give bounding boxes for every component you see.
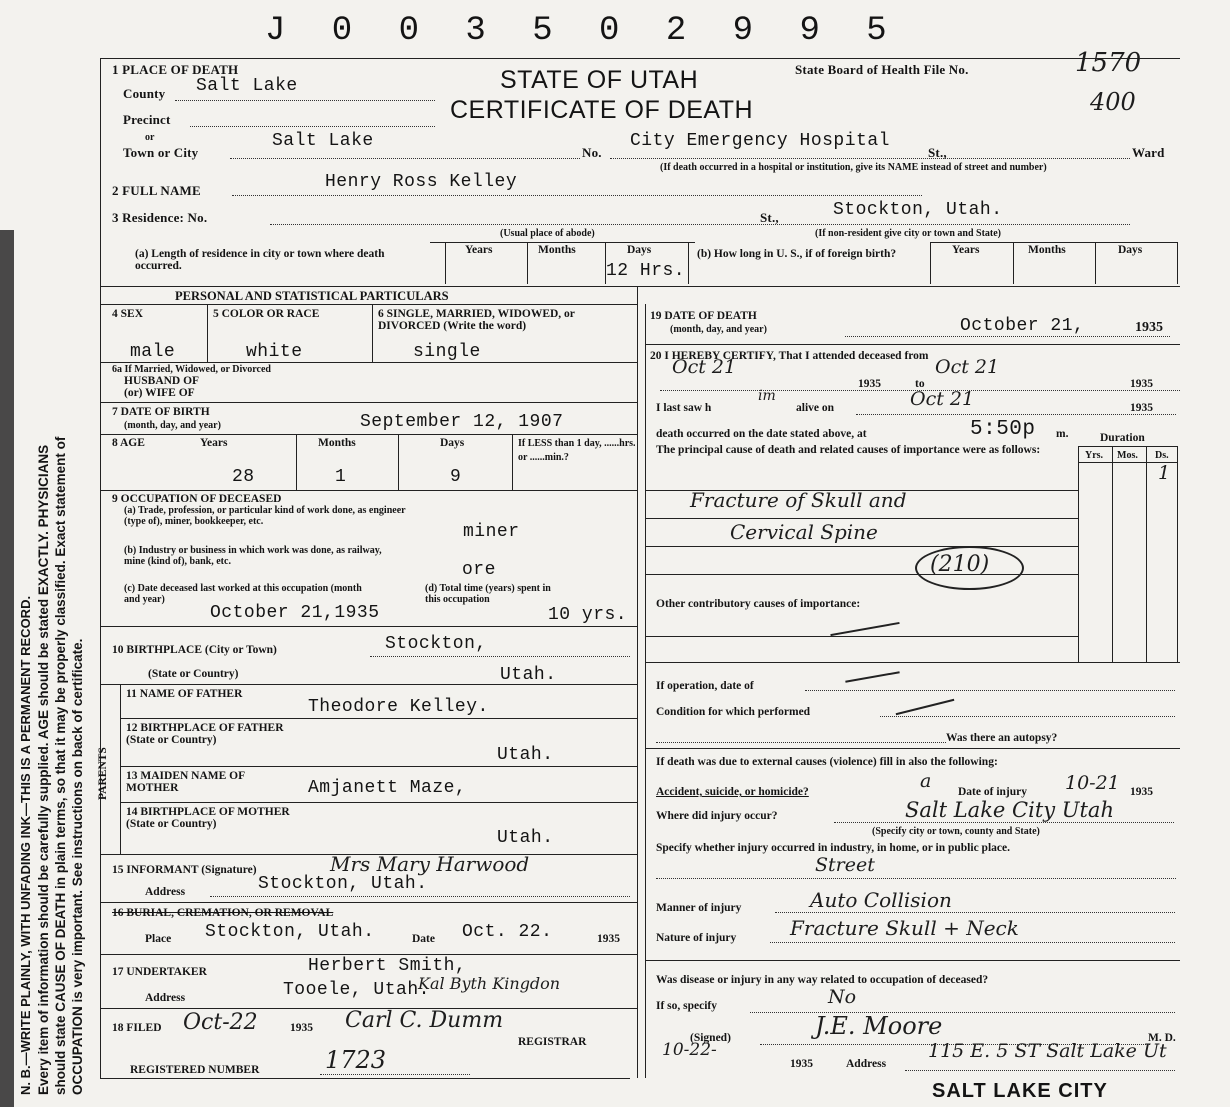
side-instructions-2: Every item of information should be carefully supplied. AGE should be stated EXACTLY. PHYSICIANS — [36, 444, 51, 1095]
informant-address: Stockton, Utah. — [258, 874, 428, 894]
cause-line-1: Fracture of Skull and — [690, 488, 907, 512]
sex-value: male — [130, 342, 176, 362]
or-label: or — [145, 132, 155, 143]
side-instructions-3: should state CAUSE OF DEATH in plain terms, so that it may be properly classified. Exact statement of — [53, 436, 68, 1095]
us-months-head: Months — [1028, 244, 1066, 256]
occupation-a: (a) Trade, profession, or particular kind of work done, as engineer (type of), miner, bookkeeper, etc. — [124, 505, 406, 527]
residence-value: Stockton, Utah. — [833, 200, 1003, 220]
informant-label: 15 INFORMANT (Signature) — [112, 864, 257, 876]
where-value: Salt Lake City Utah — [905, 798, 1114, 822]
burial-date-label: Date — [412, 933, 435, 945]
filed-date: Oct-22 — [183, 1010, 258, 1035]
mother-value: Amjanett Maze, — [308, 778, 467, 798]
birthplace-label: 10 BIRTHPLACE (City or Town) — [112, 644, 277, 656]
occupation-d-value: 10 yrs. — [548, 605, 628, 625]
registered-number-label: REGISTERED NUMBER — [130, 1064, 260, 1076]
full-name-label: 2 FULL NAME — [112, 183, 201, 198]
county-value: Salt Lake — [196, 76, 298, 96]
occupation-c-value: October 21,1935 — [210, 603, 380, 623]
days-head: Days — [627, 244, 652, 256]
filed-label: 18 FILED — [112, 1022, 162, 1034]
m-label: m. — [1056, 428, 1069, 440]
spouse-label-3: (or) WIFE OF — [124, 387, 195, 399]
cause-line-2: Cervical Spine — [730, 520, 878, 544]
months-head: Months — [538, 244, 576, 256]
external-label: If death was due to external causes (violence) fill in also the following: — [656, 756, 998, 768]
attended-to: Oct 21 — [935, 356, 1000, 378]
precinct-label: Precinct — [123, 112, 171, 127]
sex-label: 4 SEX — [112, 308, 143, 320]
us-years-head: Years — [952, 244, 980, 256]
us-label: (b) How long in U. S., if of foreign birth? — [697, 248, 897, 260]
nature-label: Nature of injury — [656, 932, 737, 944]
us-days-head: Days — [1118, 244, 1143, 256]
county-label: County — [123, 86, 166, 101]
hospital-note: (If death occurred in a hospital or institution, give its NAME instead of street and number) — [660, 162, 1047, 173]
full-name-value: Henry Ross Kelley — [325, 172, 518, 192]
dod-year: 1935 — [1135, 320, 1163, 335]
physician-address-label: Address — [846, 1058, 887, 1070]
age-years: 28 — [232, 467, 255, 487]
registered-number: 1723 — [325, 1046, 387, 1074]
birthplace-state: Utah. — [500, 665, 557, 685]
condition-dash — [896, 699, 955, 715]
age-label: 8 AGE — [112, 437, 145, 449]
file-no-2: 400 — [1090, 88, 1136, 116]
usual-note: (Usual place of abode) — [500, 228, 595, 239]
dob-sub: (month, day, and year) — [124, 420, 221, 431]
father-label: 11 NAME OF FATHER — [126, 688, 243, 700]
registrar-label: REGISTRAR — [518, 1036, 587, 1048]
length-value: 12 Hrs. — [606, 261, 686, 281]
years-head: Years — [465, 244, 493, 256]
undertaker-label: 17 UNDERTAKER — [112, 966, 207, 978]
binding-strip — [0, 230, 14, 1107]
serial-number: J 0 0 3 5 0 2 9 9 5 — [265, 12, 900, 50]
signed-year: 1935 — [790, 1058, 813, 1070]
where-note: (Specify city or town, county and State) — [872, 826, 1040, 837]
side-instructions-1: N. B.—WRITE PLAINLY, WITH UNFADING INK—THIS IS A PERMANENT RECORD. — [18, 595, 33, 1095]
occurred-label: death occurred on the date stated above, at — [656, 428, 867, 440]
if-so-label: If so, specify — [656, 1000, 718, 1012]
burial-place: Stockton, Utah. — [205, 922, 375, 942]
birthplace-city: Stockton, — [385, 634, 487, 654]
last-saw-him: im — [758, 388, 776, 404]
father-birthplace-label: 12 BIRTHPLACE OF FATHER (State or Country) — [126, 722, 284, 746]
last-saw-label: I last saw h — [656, 402, 712, 414]
age-days-label: Days — [440, 437, 465, 449]
occupation-c: (c) Date deceased last worked at this occupation (month and year) — [124, 583, 362, 605]
age-months-label: Months — [318, 437, 356, 449]
physician-signature: J.E. Moore — [815, 1012, 943, 1040]
city-stamp: SALT LAKE CITY — [932, 1080, 1108, 1102]
dob-label: 7 DATE OF BIRTH — [112, 406, 210, 418]
attended-from: Oct 21 — [672, 356, 737, 378]
father-birthplace: Utah. — [497, 745, 554, 765]
place-of-death-label: 1 PLACE OF DEATH — [112, 62, 239, 77]
manner-value: Auto Collision — [810, 888, 952, 912]
informant-address-label: Address — [145, 886, 186, 898]
ds-label: Ds. — [1155, 450, 1169, 461]
marital-value: single — [413, 342, 481, 362]
file-no: 1570 — [1075, 48, 1142, 78]
undertaker-address: Tooele, Utah. — [283, 980, 430, 1000]
length-residence-label: (a) Length of residence in city or town where death occurred. — [135, 248, 385, 272]
duration-label: Duration — [1100, 432, 1145, 444]
from-year: 1935 — [858, 378, 881, 390]
specify-value: Street — [815, 854, 875, 876]
mother-birthplace: Utah. — [497, 828, 554, 848]
accident-value: a — [920, 770, 932, 792]
death-time: 5:50p — [970, 418, 1036, 441]
mos-label: Mos. — [1117, 450, 1138, 461]
contributory-label: Other contributory causes of importance: — [656, 598, 861, 610]
nonres-note: (If non-resident give city or town and State) — [815, 228, 1002, 239]
hospital-value: City Emergency Hospital — [630, 131, 890, 151]
alive-year: 1935 — [1130, 402, 1153, 414]
color-label: 5 COLOR OR RACE — [213, 308, 320, 320]
cause-code: (210) — [930, 552, 990, 577]
residence-st-label: St., — [760, 210, 779, 225]
age-days: 9 — [450, 467, 462, 487]
birthplace-state-label: (State or Country) — [148, 668, 239, 680]
undertaker-value: Herbert Smith, — [308, 956, 467, 976]
occupation-b: (b) Industry or business in which work was done, as railway, mine (kind of), bank, etc. — [124, 545, 382, 567]
signed-label: (Signed) — [690, 1032, 731, 1044]
certificate-title: CERTIFICATE OF DEATH — [450, 96, 754, 124]
signed-date: 10-22- — [662, 1040, 717, 1060]
town-label: Town or City — [123, 145, 199, 160]
manner-label: Manner of injury — [656, 902, 742, 914]
md-label: M. D. — [1148, 1032, 1176, 1044]
injury-date-label: Date of injury — [958, 786, 1027, 798]
contributory-dash — [830, 622, 899, 636]
file-no-label: State Board of Health File No. — [795, 62, 969, 77]
undertaker-signature: Kal Byth Kingdon — [418, 974, 561, 993]
occupation-label: 9 OCCUPATION OF DECEASED — [112, 493, 282, 505]
yrs-label: Yrs. — [1085, 450, 1104, 461]
burial-place-label: Place — [145, 933, 172, 945]
injury-year: 1935 — [1130, 786, 1153, 798]
cause-label: The principal cause of death and related causes of importance were as follows: — [656, 444, 1041, 456]
certify-label: 20 I HEREBY CERTIFY, That I attended deceased from — [650, 350, 929, 362]
dod-value: October 21, — [960, 316, 1085, 336]
no-label: No. — [582, 145, 602, 160]
registrar-signature: Carl C. Dumm — [345, 1008, 504, 1033]
residence-label: 3 Residence: No. — [112, 210, 208, 225]
contributory-dash-2 — [845, 671, 900, 683]
occupation-a-value: miner — [463, 522, 520, 542]
occupation-related-label: Was disease or injury in any way related to occupation of deceased? — [656, 974, 989, 986]
accident-label: Accident, suicide, or homicide? — [656, 786, 809, 798]
filed-year: 1935 — [290, 1022, 313, 1034]
burial-year: 1935 — [597, 933, 620, 945]
side-instructions-4: OCCUPATION is very important. See instructions on back of certificate. — [70, 638, 85, 1095]
alive-on-label: alive on — [796, 402, 835, 414]
mother-birthplace-label: 14 BIRTHPLACE OF MOTHER (State or Country) — [126, 806, 290, 830]
operation-label: If operation, date of — [656, 680, 754, 692]
ward-label: Ward — [1132, 145, 1165, 160]
burial-label: 16 BURIAL, CREMATION, OR REMOVAL — [112, 907, 334, 919]
father-value: Theodore Kelley. — [308, 697, 489, 717]
injury-date: 10-21 — [1065, 772, 1120, 794]
specify-label: Specify whether injury occurred in industry, in home, or in public place. — [656, 842, 1010, 854]
state-title: STATE OF UTAH — [500, 66, 699, 94]
age-years-label: Years — [200, 437, 228, 449]
parents-label: PARENTS — [97, 747, 109, 800]
less-than-label: If LESS than 1 day, ......hrs. or ......min.? — [518, 438, 636, 463]
condition-label: Condition for which performed — [656, 706, 811, 718]
dod-label: 19 DATE OF DEATH — [650, 310, 757, 322]
where-label: Where did injury occur? — [656, 810, 778, 822]
to-label: to — [915, 378, 925, 390]
mother-label: 13 MAIDEN NAME OF MOTHER — [126, 770, 245, 794]
alive-on: Oct 21 — [910, 388, 975, 410]
occupation-d: (d) Total time (years) spent in this occupation — [425, 583, 551, 605]
undertaker-address-label: Address — [145, 992, 186, 1004]
color-value: white — [246, 342, 303, 362]
informant-signature: Mrs Mary Harwood — [330, 852, 530, 876]
marital-label: 6 SINGLE, MARRIED, WIDOWED, or DIVORCED (Write the word) — [378, 308, 575, 332]
personal-header: PERSONAL AND STATISTICAL PARTICULARS — [175, 289, 449, 303]
occupation-b-value: ore — [462, 560, 496, 580]
to-year: 1935 — [1130, 378, 1153, 390]
dob-value: September 12, 1907 — [360, 412, 564, 432]
if-so-value: No — [828, 986, 857, 1008]
duration-days: 1 — [1158, 462, 1171, 484]
burial-date: Oct. 22. — [462, 922, 553, 942]
spouse-label-1: 6a If Married, Widowed, or Divorced — [112, 364, 271, 375]
autopsy-label: Was there an autopsy? — [946, 732, 1058, 744]
physician-address: 115 E. 5 ST Salt Lake Ut — [928, 1040, 1167, 1062]
cause-code-circle — [915, 546, 1024, 590]
st-label: St., — [928, 145, 947, 160]
nature-value: Fracture Skull + Neck — [790, 916, 1019, 940]
dod-sub: (month, day, and year) — [670, 324, 767, 335]
town-value: Salt Lake — [272, 131, 374, 151]
spouse-label-2: HUSBAND OF — [124, 375, 200, 387]
age-months: 1 — [335, 467, 347, 487]
